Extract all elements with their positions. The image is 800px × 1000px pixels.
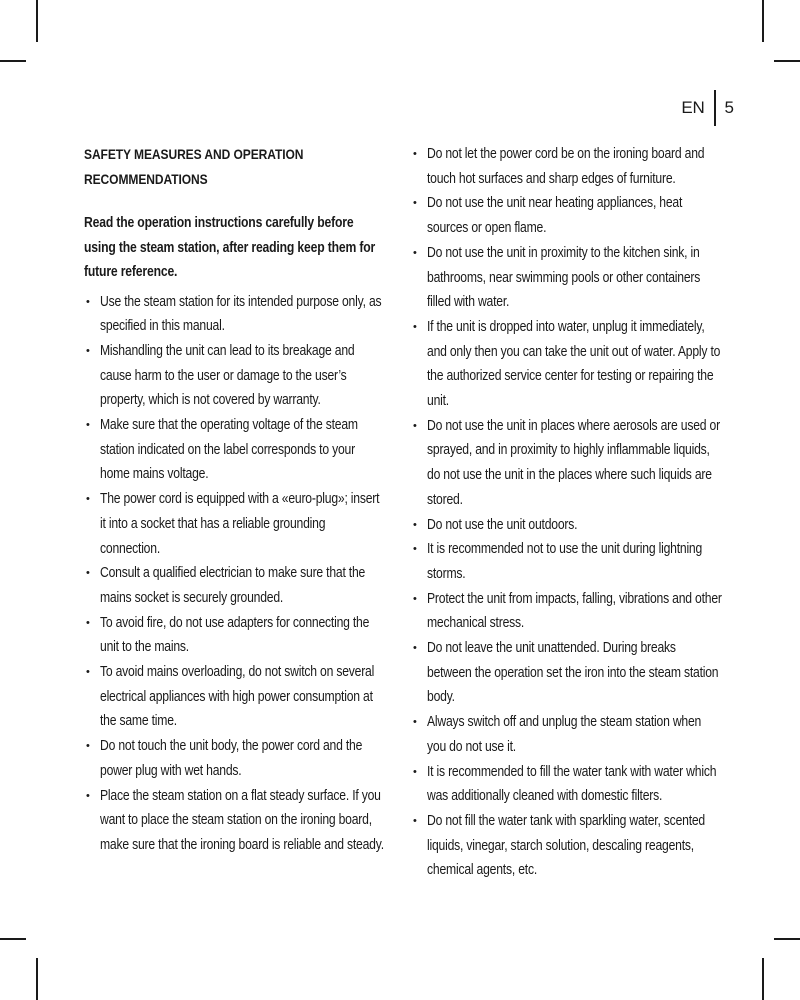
right-column [410, 142, 722, 883]
page-number: 5 [724, 98, 734, 117]
bullet-icon: • [413, 642, 417, 655]
list-item-text: The power cord is equipped with a «euro-plug»; insert it into a socket that has a reliable grounding connection. [100, 491, 380, 557]
list-item [410, 710, 722, 759]
list-item [410, 414, 722, 513]
list-item-text: Consult a qualified electrician to make sure that the mains socket is securely grounded. [100, 565, 366, 606]
bullet-icon: • [86, 295, 90, 308]
list-item [410, 537, 722, 586]
bullet-icon: • [413, 419, 417, 432]
list-item-text: Do not leave the unit unattended. During breaks between the operation set the iron into the steam station body. [427, 640, 719, 706]
section-title: SAFETY MEASURES AND OPERATION RECOMMENDATIONS [84, 146, 304, 187]
list-item-text: Always switch off and unplug the steam station when you do not use it. [427, 714, 702, 755]
list-item [84, 784, 386, 858]
list-item-text: It is recommended not to use the unit during lightning storms. [427, 541, 703, 582]
crop-mark-bottom-left-horizontal [0, 938, 26, 940]
list-item [410, 191, 722, 240]
bullet-icon: • [413, 814, 417, 827]
list-item [410, 587, 722, 636]
bullet-icon: • [86, 344, 90, 357]
left-column [84, 142, 386, 858]
bullet-icon: • [413, 543, 417, 556]
list-item-text: To avoid fire, do not use adapters for connecting the unit to the mains. [100, 614, 370, 656]
bullet-icon: • [86, 616, 90, 629]
crop-mark-bottom-right-vertical [762, 958, 764, 1000]
crop-mark-bottom-right-horizontal [774, 938, 800, 940]
list-item-text: If the unit is dropped into water, unplug it immediately, and only then you can take the unit out of water. Apply to the authorized service center for testing or repairing the unit. [427, 318, 721, 410]
bullet-icon: • [413, 320, 417, 333]
list-item [84, 734, 386, 783]
list-item-text: Mishandling the unit can lead to its breakage and cause harm to the user or damage to the user’s property, which is not covered by warranty. [100, 342, 355, 409]
bullet-icon: • [86, 666, 90, 679]
bullet-icon: • [86, 789, 90, 802]
bullet-icon: • [413, 518, 417, 531]
list-item [410, 241, 722, 315]
header-divider [714, 90, 716, 126]
right-bullet-list [410, 142, 722, 883]
list-item-text: Do not use the unit in places where aerosols are used or sprayed, and in proximity to highly inflammable liquids, do not use the unit in the places where such liquids are stored. [427, 417, 720, 508]
intro-paragraph: Read the operation instructions carefully before using the steam station, after reading keep them for future reference. [84, 215, 376, 280]
list-item [410, 760, 722, 809]
list-item-text: Do not let the power cord be on the ironing board and touch hot surfaces and sharp edges of furniture. [427, 146, 705, 187]
list-item [410, 809, 722, 883]
bullet-icon: • [86, 419, 90, 432]
list-item [84, 290, 386, 339]
list-item-text: Do not use the unit in proximity to the kitchen sink, in bathrooms, near swimming pools or other containers filled with water. [427, 244, 701, 311]
list-item [84, 413, 386, 487]
crop-mark-top-left-vertical [36, 0, 38, 42]
list-item-text: Do not use the unit outdoors. [427, 516, 578, 533]
list-item-text: Protect the unit from impacts, falling, vibrations and other mechanical stress. [427, 590, 722, 632]
crop-mark-top-right-vertical [762, 0, 764, 42]
list-item-text: Place the steam station on a flat steady surface. If you want to place the steam station on the ironing board, make sure that the ironing board is reliable and steady. [100, 787, 384, 853]
list-item-text: It is recommended to fill the water tank with water which was additionally cleaned with domestic filters. [427, 763, 717, 805]
page-header [681, 90, 734, 126]
list-item-text: Do not touch the unit body, the power cord and the power plug with wet hands. [100, 738, 363, 779]
bullet-icon: • [86, 567, 90, 580]
list-item [84, 611, 386, 660]
bullet-icon: • [86, 493, 90, 506]
crop-mark-top-left-horizontal [0, 60, 26, 62]
list-item-text: Make sure that the operating voltage of the steam station indicated on the label corresponds to your home mains voltage. [100, 417, 358, 483]
crop-mark-bottom-left-vertical [36, 958, 38, 1000]
bullet-icon: • [413, 592, 417, 605]
list-item [84, 339, 386, 413]
list-item [84, 487, 386, 561]
list-item-text: To avoid mains overloading, do not switch on several electrical appliances with high power consumption at the same time. [100, 664, 375, 730]
list-item [84, 660, 386, 734]
list-item [410, 513, 722, 538]
bullet-icon: • [413, 148, 417, 160]
bullet-icon: • [413, 197, 417, 210]
bullet-icon: • [413, 765, 417, 778]
left-bullet-list [84, 290, 386, 858]
list-item-text: Do not use the unit near heating appliances, heat sources or open flame. [427, 195, 683, 237]
list-item-text: Do not fill the water tank with sparkling water, scented liquids, vinegar, starch solution, descaling reagents, chemical agents, etc. [427, 812, 706, 879]
language-code: EN [681, 98, 705, 117]
list-item [410, 315, 722, 414]
list-item-text: Use the steam station for its intended purpose only, as specified in this manual. [100, 293, 382, 335]
list-item [410, 142, 722, 191]
bullet-icon: • [86, 740, 90, 753]
crop-mark-top-right-horizontal [774, 60, 800, 62]
list-item [410, 636, 722, 710]
bullet-icon: • [413, 246, 417, 259]
bullet-icon: • [413, 716, 417, 729]
list-item [84, 561, 386, 610]
